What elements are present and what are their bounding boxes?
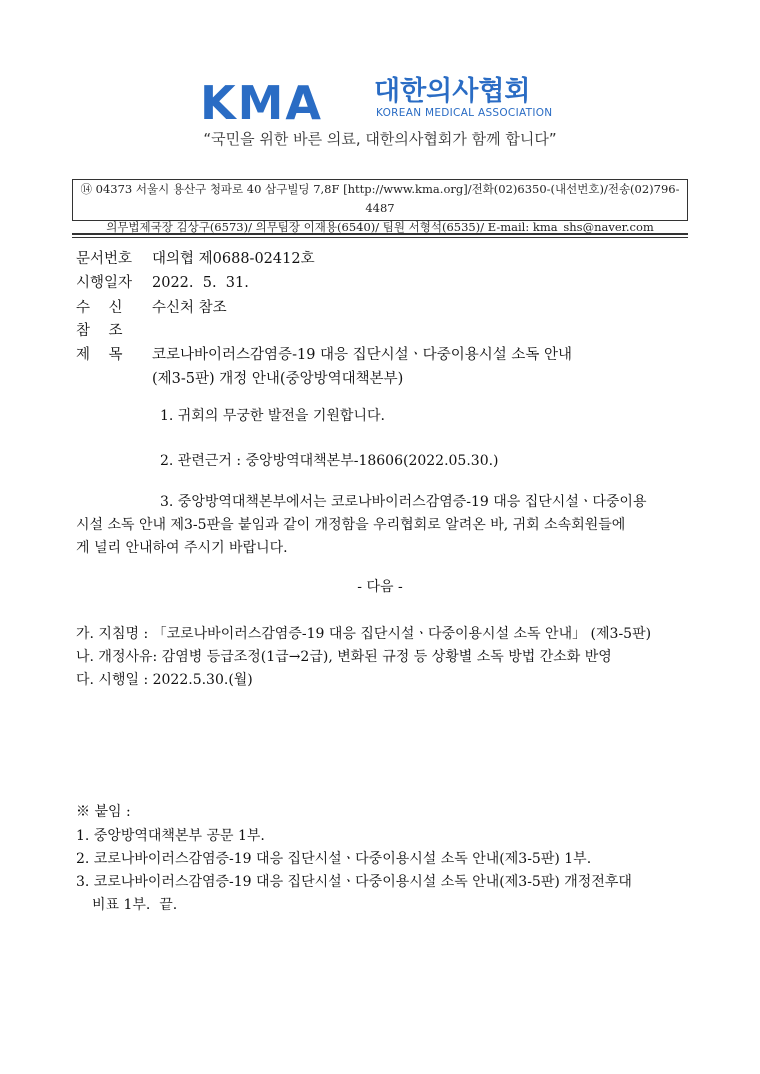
subject-row bbox=[76, 344, 572, 366]
item-c: 다. 시행일 : 2022.5.30.(월) bbox=[76, 672, 253, 688]
attachment-item: 2. 코로나바이러스감염증-19 대응 집단시설ㆍ다중이용시설 소독 안내(제3-5판) 1부. bbox=[76, 851, 592, 867]
contact-line: 의무법제국장 김상구(6573)/ 의무팀장 이재용(6540)/ 팀원 서형석(6535)/ E-mail: kma_shs@naver.com bbox=[106, 220, 654, 234]
item-a: 가. 지침명 : 「코로나바이러스감염증-19 대응 집단시설ㆍ다중이용시설 소독 안내」 (제3-5판) bbox=[76, 626, 652, 642]
address-box bbox=[72, 179, 688, 234]
date-value: 2022. 5. 31. bbox=[152, 275, 249, 291]
recipient-value: 수신처 참조 bbox=[152, 300, 227, 316]
reference-label: 참 조 bbox=[76, 323, 123, 339]
paragraph-2: 2. 관련근거 : 중앙방역대책본부-18606(2022.05.30.) bbox=[160, 453, 499, 469]
doc-number: 대의협 제0688-02412호 bbox=[152, 251, 315, 267]
paragraph-3-line-2: 시설 소독 안내 제3-5판을 붙임과 같이 개정함을 우리협회로 알려온 바, 귀회 소속회원들에 bbox=[76, 517, 626, 533]
recipient-label: 수 신 bbox=[76, 300, 123, 316]
recipient-row bbox=[76, 297, 227, 319]
doc-number-label: 문서번호 bbox=[76, 251, 133, 267]
date-label: 시행일자 bbox=[76, 275, 133, 291]
paragraph-3-line-1: 3. 중앙방역대책본부에서는 코로나바이러스감염증-19 대응 집단시설ㆍ다중이용 bbox=[160, 494, 647, 510]
paragraph-1: 1. 귀회의 무궁한 발전을 기원합니다. bbox=[160, 408, 385, 424]
attachment-item: 3. 코로나바이러스감염증-19 대응 집단시설ㆍ다중이용시설 소독 안내(제3-5판) 개정전후대 bbox=[76, 874, 632, 890]
header-divider bbox=[72, 233, 688, 235]
subject-line-2: (제3-5판) 개정 안내(중앙방역대책본부) bbox=[152, 371, 404, 387]
reference-row bbox=[76, 320, 152, 342]
header-divider-thin bbox=[72, 237, 688, 238]
paragraph-3-line-3: 게 널리 안내하여 주시기 바랍니다. bbox=[76, 540, 288, 556]
attachment-item: 1. 중앙방역대책본부 공문 1부. bbox=[76, 828, 265, 844]
org-name-english: KOREAN MEDICAL ASSOCIATION bbox=[376, 107, 553, 119]
subject-line-1: 코로나바이러스감염증-19 대응 집단시설ㆍ다중이용시설 소독 안내 bbox=[152, 347, 572, 363]
kma-logo: KMA bbox=[200, 76, 324, 130]
slogan: “국민을 위한 바른 의료, 대한의사협회가 함께 합니다” bbox=[203, 130, 557, 148]
subject-label: 제 목 bbox=[76, 347, 123, 363]
attachment-heading: ※ 붙임 : bbox=[76, 804, 131, 820]
address-line: ⑭ 04373 서울시 용산구 청파로 40 삼구빌딩 7,8F [http://www.kma.org]/전화(02)6350-(내선번호)/전송(02)796-4487 bbox=[80, 182, 680, 215]
divider-next: - 다음 - bbox=[357, 579, 403, 595]
item-b: 나. 개정사유: 감염병 등급조정(1급→2급), 변화된 규정 등 상황별 소독 방법 간소화 반영 bbox=[76, 649, 612, 665]
attachment-item-continued: 비표 1부. 끝. bbox=[92, 897, 178, 913]
doc-number-row bbox=[76, 248, 315, 270]
date-row bbox=[76, 272, 249, 294]
org-name-korean: 대한의사협회 bbox=[374, 76, 531, 107]
